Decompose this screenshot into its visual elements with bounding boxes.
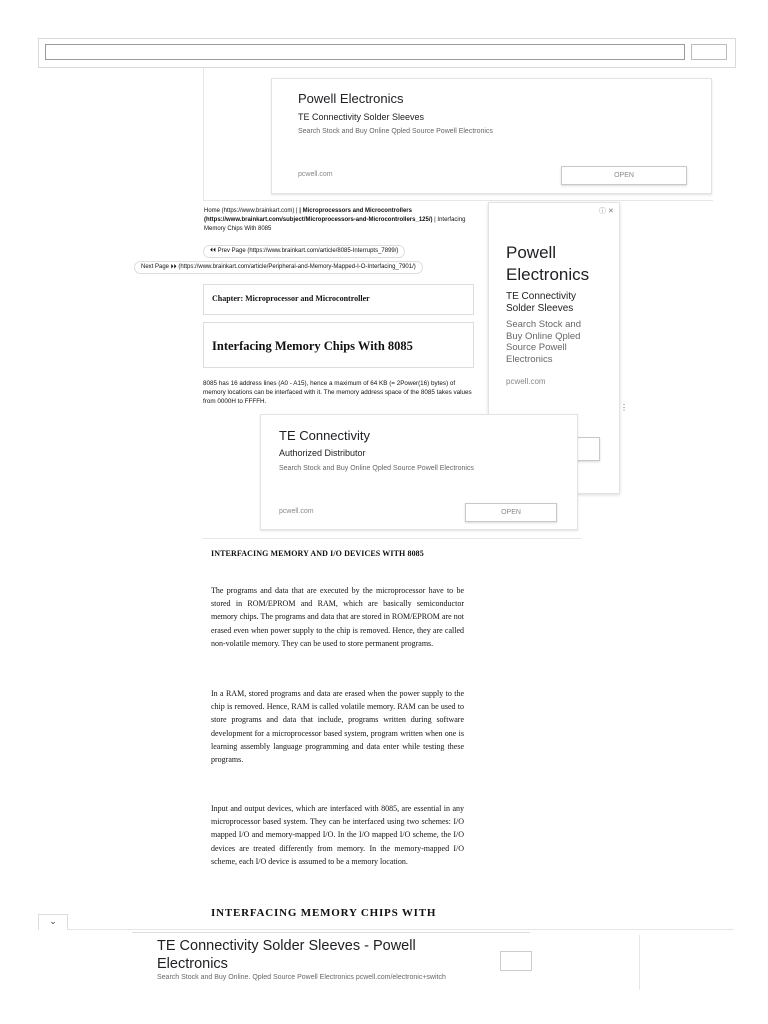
side-ad-subtitle: TE Connectivity Solder Sleeves <box>506 291 577 314</box>
footer-divider <box>38 929 734 930</box>
mid-ad-description: Search Stock and Buy Online Qpled Source Powell Electronics <box>279 465 474 472</box>
chapter-label: Chapter: Microprocessor and Microcontroller <box>212 294 370 303</box>
top-search-bar <box>38 38 736 68</box>
chapter-box <box>203 284 474 315</box>
bottom-ad-description: Search Stock and Buy Online. Qpled Source Powell Electronics pcwell.com/electronic+switch <box>157 974 446 981</box>
section-heading: INTERFACING MEMORY AND I/O DEVICES WITH 8085 <box>211 549 424 558</box>
mid-ad-divider <box>203 538 581 539</box>
mid-ad-card[interactable] <box>260 414 578 530</box>
breadcrumb-home-link[interactable]: Home (https://www.brainkart.com) | <box>204 208 298 214</box>
ad-description: Search Stock and Buy Online Qpled Source Powell Electronics <box>298 128 493 135</box>
top-ad-card[interactable] <box>271 78 712 194</box>
section-heading-2: INTERFACING MEMORY CHIPS WITH <box>211 907 437 919</box>
title-box <box>203 322 474 368</box>
search-button[interactable] <box>691 44 727 60</box>
breadcrumb <box>204 207 480 234</box>
search-input[interactable] <box>45 44 685 60</box>
bottom-anchor-ad[interactable] <box>132 932 530 991</box>
column-divider <box>203 68 204 200</box>
page-title: Interfacing Memory Chips With 8085 <box>212 339 413 353</box>
paragraph-1: The programs and data that are executed by the microprocessor have to be stored in ROM/EPROM and RAM, which are basically semiconductor memory chips. The programs and data that are stored in ROM/EPROM are not erased even when power supply to the chip is removed. Hence, they are called non-volatile memory. They can be used to store permanent programs. <box>211 586 464 648</box>
mid-ad-title: TE Connectivity <box>279 428 371 443</box>
intro-paragraph: 8085 has 16 address lines (A0 - A15), hence a maximum of 64 KB (= 2Power(16) bytes) of memory locations can be interfaced with it. The memory address space of the 8085 takes values from 0000H to FFFFH. <box>203 380 472 405</box>
ad-subtitle: TE Connectivity Solder Sleeves <box>298 112 425 122</box>
collapse-chevron-icon[interactable]: ⌄ <box>38 914 68 930</box>
prev-page-link[interactable]: ⏴⏴ Prev Page (https://www.brainkart.com/article/8085-Interrupts_7899/) <box>203 245 405 258</box>
ad-divider <box>203 200 713 201</box>
paragraph-3: Input and output devices, which are interfaced with 8085, are essential in any microprocessor based system. They can be interfaced using two schemes: I/O mapped I/O and memory-mapped I/O. In the I/O mapped I/O scheme, the I/O devices are treated differently from memory. In the memory-mapped I/O scheme, each I/O device is assumed to be a memory location. <box>211 804 464 866</box>
bottom-ad-title: TE Connectivity Solder Sleeves - Powell Electronics <box>157 938 416 972</box>
mid-ad-subtitle: Authorized Distributor <box>279 448 366 458</box>
side-ad-title: Powell Electronics <box>506 243 590 284</box>
next-page-link[interactable]: Next Page ⏵⏵ (https://www.brainkart.com/article/Peripheral-and-Memory-Mapped-I-O-Interfacing_7901/) <box>134 261 423 274</box>
column-divider-bottom <box>639 935 640 990</box>
ad-title: Powell Electronics <box>298 91 404 106</box>
breadcrumb-subject-link[interactable]: | Microprocessors and Microcontrollers (https://www.brainkart.com/subject/Microprocessors-and-Microcontrollers_125/) <box>204 208 433 223</box>
side-ad-description: Search Stock and Buy Online Qpled Source Powell Electronics <box>506 319 581 365</box>
ad-open-button[interactable]: OPEN <box>561 166 687 185</box>
bottom-ad-open-button[interactable] <box>500 951 532 971</box>
breadcrumb-current: | Interfacing Memory Chips With 8085 <box>204 217 466 232</box>
side-ad-url[interactable]: pcwell.com <box>506 377 546 386</box>
mid-ad-open-button[interactable]: OPEN <box>465 503 557 522</box>
paragraph-2: In a RAM, stored programs and data are erased when the power supply to the chip is removed. Hence, RAM is called volatile memory. RAM can be used to store programs and data that include, programs written during software development for a microprocessor based system, program written when one is learning assembly language programming and data enter while testing these programs. <box>211 689 464 765</box>
ad-info-close-icon[interactable]: ⓘ ✕ <box>599 208 614 215</box>
ad-url[interactable]: pcwell.com <box>298 171 333 178</box>
mid-ad-url[interactable]: pcwell.com <box>279 508 314 515</box>
side-ad-menu-icon[interactable]: ⋮ <box>620 403 628 412</box>
